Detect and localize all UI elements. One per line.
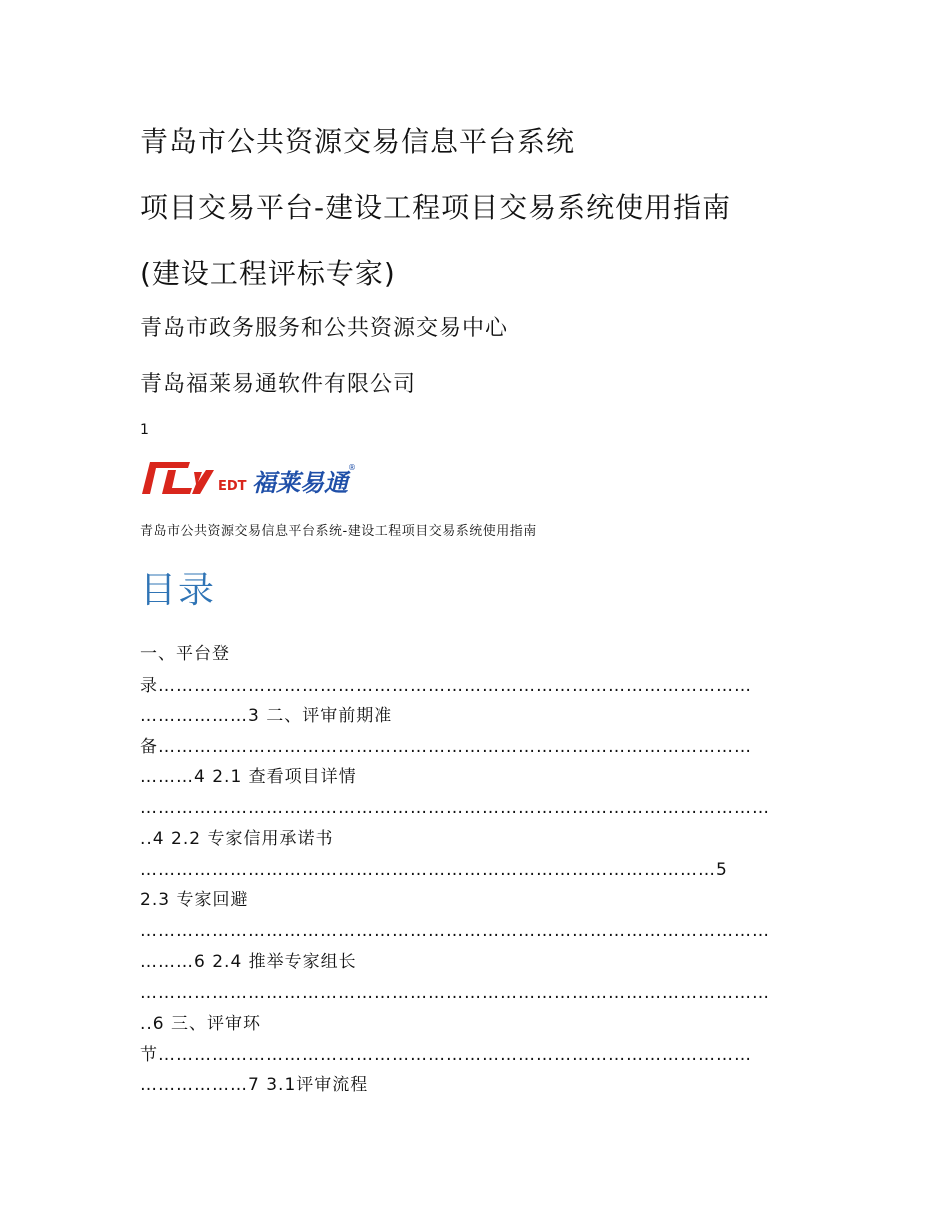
cover-title-line-2: 项目交易平台-建设工程项目交易系统使用指南 bbox=[140, 191, 732, 224]
registered-mark: ® bbox=[348, 463, 356, 472]
toc-heading: 目录 bbox=[140, 570, 217, 611]
toc-line[interactable]: ………6 2.4 推举专家组长 bbox=[140, 952, 357, 972]
cover-title-line-3: (建设工程评标专家) bbox=[140, 257, 396, 290]
toc-line[interactable]: …………………………………………………………………………………………… bbox=[140, 983, 770, 1003]
toc-line[interactable]: 备……………………………………………………………………………………… bbox=[140, 737, 752, 757]
toc-line[interactable]: ..4 2.2 专家信用承诺书 bbox=[140, 829, 334, 849]
toc-line[interactable]: ………4 2.1 查看项目详情 bbox=[140, 767, 357, 787]
page-number: 1 bbox=[140, 422, 149, 438]
toc-line[interactable]: ..6 三、评审环 bbox=[140, 1014, 262, 1034]
toc-line[interactable]: 录……………………………………………………………………………………… bbox=[140, 676, 752, 696]
toc-line[interactable]: ……………………………………………………………………………………5 bbox=[140, 860, 728, 880]
toc-line[interactable]: …………………………………………………………………………………………… bbox=[140, 921, 770, 941]
logo-edt-text: EDT bbox=[218, 479, 247, 494]
toc-line[interactable]: 一、平台登 bbox=[140, 644, 230, 664]
organization-line-2: 青岛福莱易通软件有限公司 bbox=[140, 372, 417, 397]
logo-mark-icon bbox=[142, 462, 214, 494]
running-header: 青岛市公共资源交易信息平台系统-建设工程项目交易系统使用指南 bbox=[140, 524, 537, 539]
toc-line[interactable]: ………………7 3.1评审流程 bbox=[140, 1075, 369, 1095]
toc-line[interactable]: …………………………………………………………………………………………… bbox=[140, 798, 770, 818]
logo-brand-text: 福莱易通 bbox=[252, 469, 348, 497]
company-logo bbox=[140, 458, 360, 498]
toc-line[interactable]: ………………3 二、评审前期准 bbox=[140, 706, 393, 726]
cover-title-line-1: 青岛市公共资源交易信息平台系统 bbox=[140, 125, 576, 158]
organization-line-1: 青岛市政务服务和公共资源交易中心 bbox=[140, 316, 509, 341]
toc-line[interactable]: 节……………………………………………………………………………………… bbox=[140, 1045, 752, 1065]
toc-line[interactable]: 2.3 专家回避 bbox=[140, 890, 249, 910]
